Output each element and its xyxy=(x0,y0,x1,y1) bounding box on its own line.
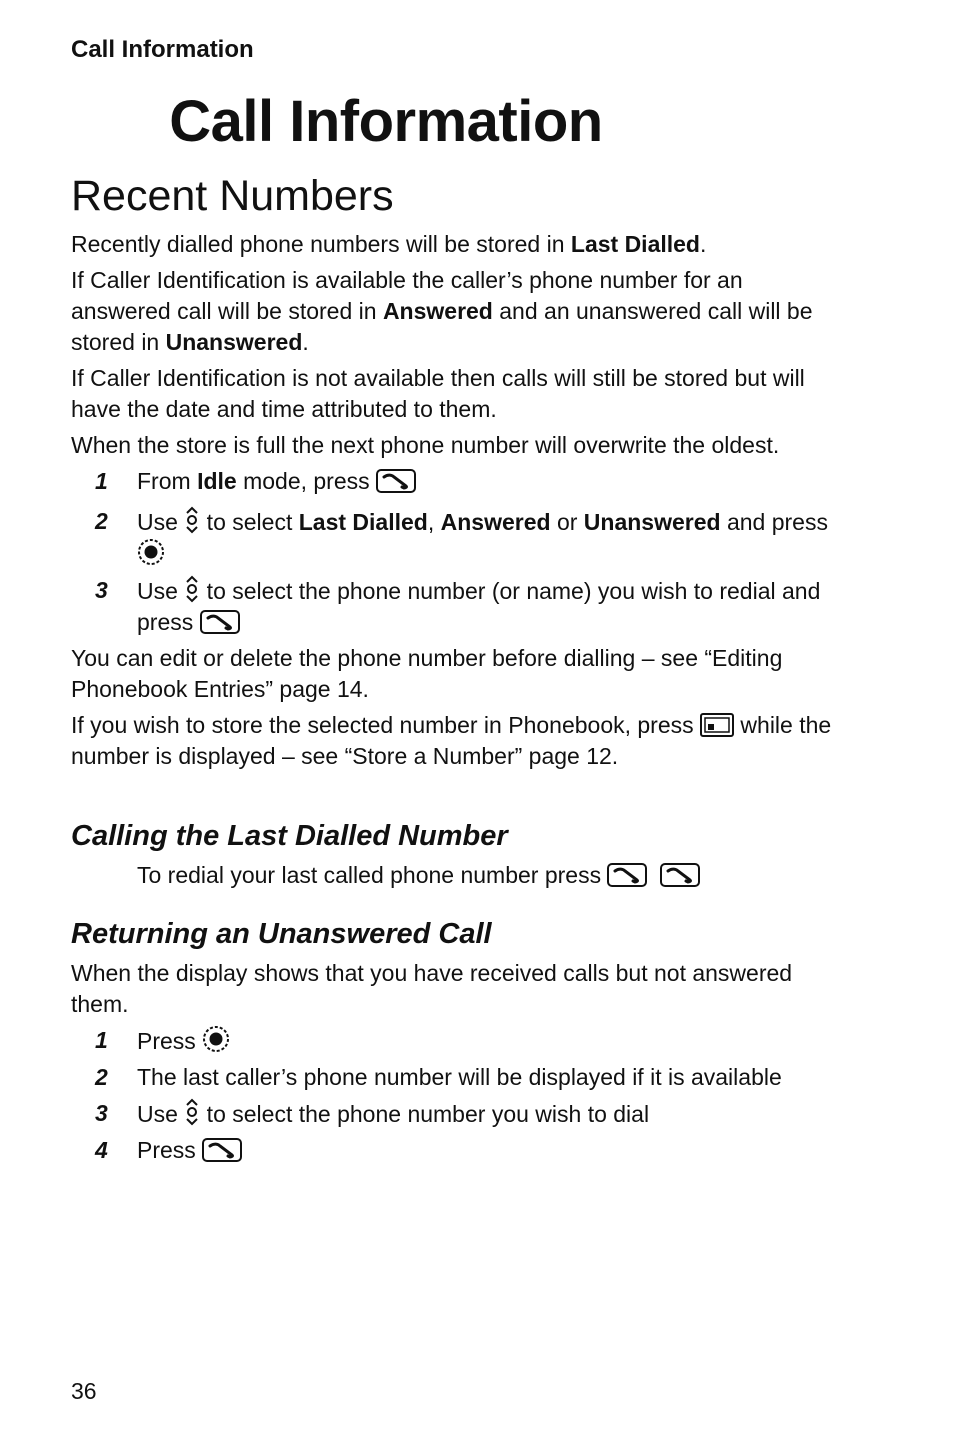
step-1: 1 From Idle mode, press xyxy=(71,466,841,497)
step-4: 4 Press xyxy=(71,1135,841,1166)
page-title: Call Information xyxy=(169,89,603,154)
step-3: 3 Use to select the phone number you wish to dial xyxy=(95,1100,650,1127)
ok-key-icon xyxy=(202,1025,230,1053)
recent-numbers-body xyxy=(71,229,841,777)
navigation-key-icon xyxy=(184,1098,200,1126)
paragraph-redial: To redial your last called phone number press xyxy=(71,860,841,891)
talk-key-icon xyxy=(660,863,700,887)
ok-key-icon xyxy=(137,538,165,566)
running-header: Call Information xyxy=(71,36,254,63)
paragraph-caller-id: If Caller Identification is available the caller’s phone number for an answered call will be stored in Answered and an unanswered call will be stored in Unanswered. xyxy=(71,267,813,355)
talk-key-icon xyxy=(376,469,416,493)
paragraph-store-number: If you wish to store the selected number in Phonebook, press while the number is displayed – see “Store a Number” page 12. xyxy=(71,712,832,769)
section-heading: Recent Numbers xyxy=(71,172,394,220)
step-2: 2 Use to select Last Dialled, Answered or Unanswered and press xyxy=(71,506,841,570)
paragraph-last-dialled: Recently dialled phone numbers will be stored in Last Dialled. xyxy=(71,231,707,257)
phonebook-key-icon xyxy=(700,713,734,737)
step-2: 2 The last caller’s phone number will be displayed if it is available xyxy=(95,1064,782,1090)
page-number: 36 xyxy=(71,1378,97,1404)
subheading-last-dialled: Calling the Last Dialled Number xyxy=(71,820,508,852)
navigation-key-icon xyxy=(184,575,200,603)
navigation-key-icon xyxy=(184,506,200,534)
step-1: 1 Press xyxy=(71,1025,841,1057)
paragraph-store-full: When the store is full the next phone number will overwrite the oldest. xyxy=(71,432,780,458)
returning-unanswered-section xyxy=(71,916,841,1171)
step-3: 3 Use to select the phone number (or name) you wish to redial and press xyxy=(95,577,821,635)
subheading-unanswered: Returning an Unanswered Call xyxy=(71,918,492,950)
talk-key-icon xyxy=(200,610,240,634)
paragraph-no-caller-id: If Caller Identification is not available then calls will still be stored but will have the date and time attributed to them. xyxy=(71,365,805,422)
talk-key-icon xyxy=(202,1138,242,1162)
paragraph-edit-number: You can edit or delete the phone number before dialling – see “Editing Phonebook Entries” page 14. xyxy=(71,645,783,702)
talk-key-icon xyxy=(607,863,647,887)
calling-last-dialled-section xyxy=(71,818,841,891)
paragraph-unanswered-intro: When the display shows that you have received calls but not answered them. xyxy=(71,960,793,1017)
